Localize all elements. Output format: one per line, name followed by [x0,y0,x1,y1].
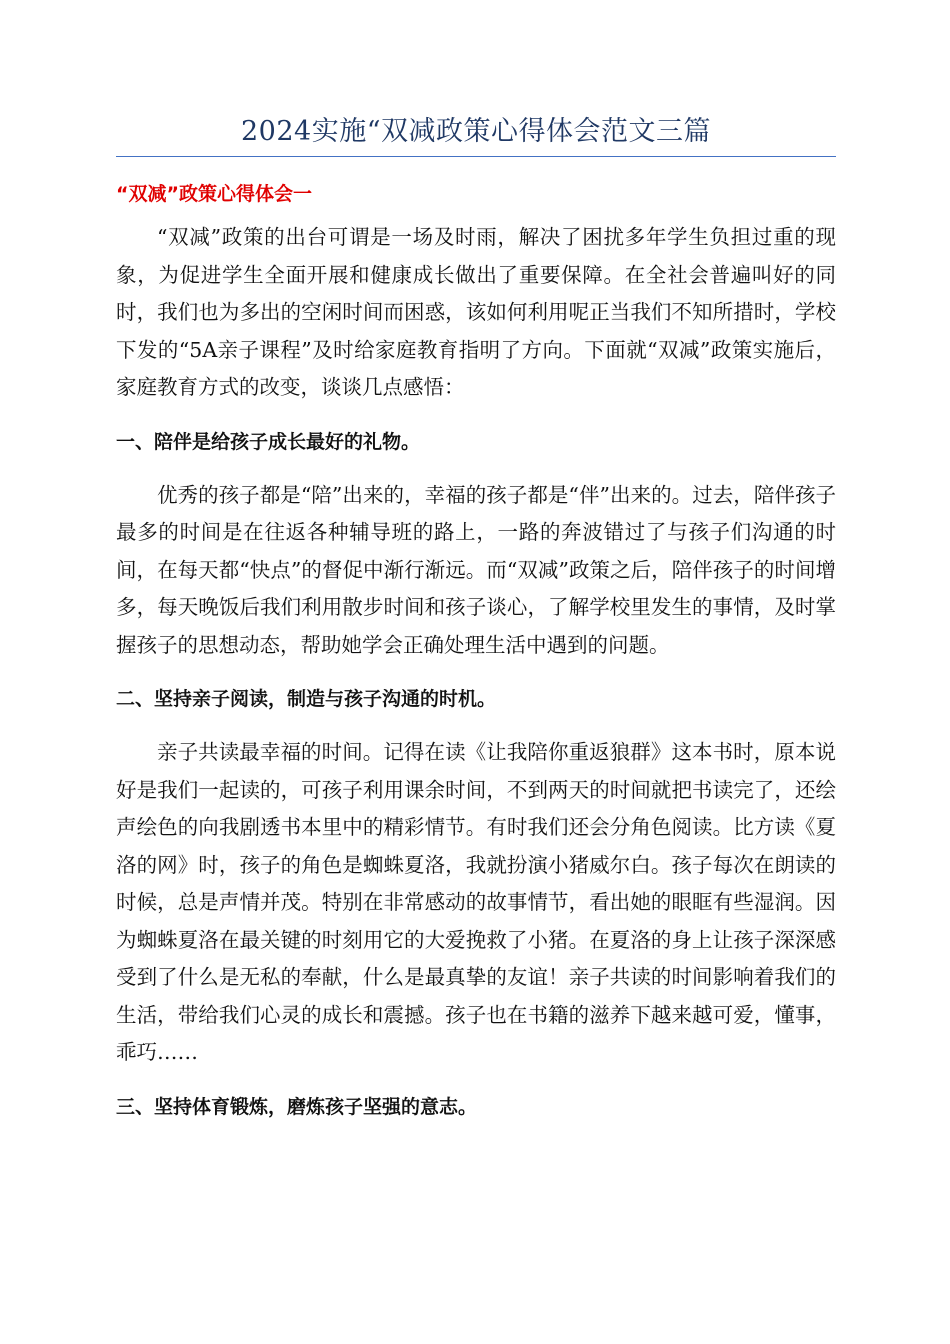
section-title: “双减”政策心得体会一 [116,183,312,205]
heading-2: 二、坚持亲子阅读，制造与孩子沟通的时机。 [116,688,497,710]
heading-3: 三、坚持体育锻炼，磨炼孩子坚强的意志。 [116,1095,478,1118]
heading-1: 一、陪伴是给孩子成长最好的礼物。 [116,430,421,453]
intro-paragraph: “双减”政策的出台可谓是一场及时雨，解决了困扰多年学生负担过重的现象，为促进学生全面开展和健康成长做出了重要保障。在全社会普遍叫好的同时，我们也为多出的空闲时间而困惑，该如何利用呢正当我们不知所措时，学校下发的“5A亲子课程”及时给家庭教育指明了方向。下面就“双减”政策实施后，家庭教育方式的改变，谈谈几点感悟： [116,225,836,399]
paragraph-1: 优秀的孩子都是“陪”出来的，幸福的孩子都是“伴”出来的。过去，陪伴孩子最多的时间是在往返各种辅导班的路上，一路的奔波错过了与孩子们沟通的时间，在每天都“快点”的督促中渐行渐远。而“双减”政策之后，陪伴孩子的时间增多，每天晚饭后我们利用散步时间和孩子谈心，了解学校里发生的事情，及时掌握孩子的思想动态，帮助她学会正确处理生活中遇到的问题。 [116,482,836,657]
document-title: 2024实施“双减政策心得体会范文三篇 [116,112,836,157]
document-page [116,112,836,1124]
paragraph-2: 亲子共读最幸福的时间。记得在读《让我陪你重返狼群》这本书时，原本说好是我们一起读的，可孩子利用课余时间，不到两天的时间就把书读完了，还绘声绘色的向我剧透书本里中的精彩情节。有时我们还会分角色阅读。比方读《夏洛的网》时，孩子的角色是蜘蛛夏洛，我就扮演小猪威尔白。孩子每次在朗读的时候，总是声情并茂。特别在非常感动的故事情节，看出她的眼眶有些湿润。因为蜘蛛夏洛在最关键的时刻用它的大爱挽救了小猪。在夏洛的身上让孩子深深感受到了什么是无私的奉献，什么是最真挚的友谊！亲子共读的时间影响着我们的生活，带给我们心灵的成长和震撼。孩子也在书籍的滋养下越来越可爱，懂事，乖巧…… [116,740,836,1064]
